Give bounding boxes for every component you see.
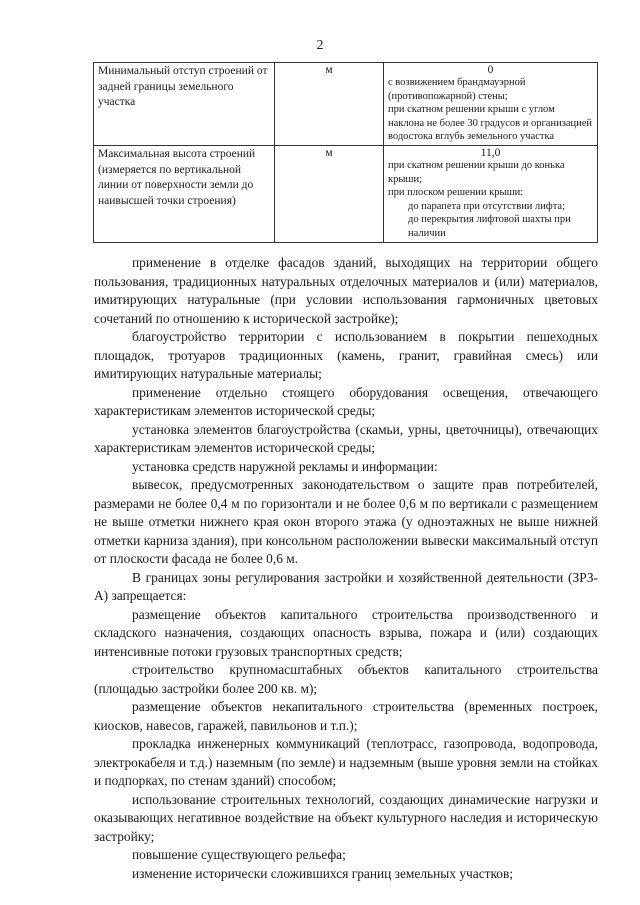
value-number: 0 [487,64,494,76]
parameter-name-cell: Максимальная высота строений (измеряется по вертикальной линии от поверхности земли до наивысшей точки строения) [94,145,275,242]
unit-cell: м [275,145,384,242]
value-subnote: до парапета при отсутствии лифта; [408,200,566,212]
value-number: 11,0 [480,146,501,159]
parameter-name-cell: Минимальный отступ строений от задней границы земельного участка [94,63,275,146]
parameters-table [93,62,598,243]
paragraph: прокладка инженерных коммуникаций (теплотрасс, газопровода, водопровода, электрокабеля и т.д.) наземным (по земле) и надземным (выше уровня земли на стойках и подпорках, по стенам зданий) способом; [94,736,598,788]
paragraph: применение в отделке фасадов зданий, выходящих на территории общего пользования, традиционных натуральных отделочных материалов и (или) материалов, имитирующих натуральные (при условии использования гармоничных цветовых сочетаний по отношению к исторической застройке); [94,255,598,326]
paragraph: изменение исторически сложившихся границ земельных участков; [132,865,514,881]
paragraph: размещение объектов капитального строительства производственного и складского назначения, создающих опасность взрыва, пожара и (или) создающих интенсивные потоки грузовых транспортных средств; [94,606,598,659]
table-row [94,145,598,242]
paragraph: размещение объектов некапитального строительства (временных построек, киосков, навесов, гаражей, павильонов и т.п.); [94,699,598,733]
value-cell [384,145,598,242]
value-note: при скатном решении крыши с углом наклона не более 30 градусов и организацией водостока вглубь земельного участка [388,104,593,143]
value-note: при плоском решении крыши: [388,187,524,199]
paragraph: строительство крупномасштабных объектов капитального строительства (площадью застройки более 200 кв. м); [94,662,598,696]
paragraph: В границах зоны регулирования застройки и хозяйственной деятельности (ЗРЗ-А) запрещается: [94,569,598,603]
paragraph: применение отдельно стоящего оборудования освещения, отвечающего характеристикам элементов исторической среды; [94,384,598,418]
paragraph: вывесок, предусмотренных законодательством о защите прав потребителей, размерами не более 0,4 м по горизонтали и не более 0,6 м по вертикали с размещением не выше отметки нижнего края окон второго этажа (у одноэтажных не выше нижней отметки карниза здания), при консольном расположении вывески максимальный отступ от плоскости фасада не более 0,6 м. [94,477,598,566]
page-number: 2 [316,38,324,53]
paragraph: установка средств наружной рекламы и информации: [132,458,438,474]
value-cell [384,63,598,146]
table-row [94,63,598,146]
document-body [94,254,598,883]
value-note: с возвижением брандмауэрной (противопожарной) стены; [388,77,526,102]
paragraph: использование строительных технологий, создающих динамические нагрузки и оказывающих негативное воздействие на объект культурного наследия и историческую застройку; [94,791,598,844]
unit-cell: м [275,63,384,146]
value-note: при скатном решении крыши до конька крыши; [388,159,565,185]
paragraph: повышение существующего рельефа; [132,847,346,862]
paragraph: установка элементов благоустройства (скамьи, урны, цветочницы), отвечающих характеристикам элементов исторической среды; [94,421,598,455]
paragraph: благоустройство территории с использованием в покрытии пешеходных площадок, тротуаров традиционных (камень, гранит, гравийная смесь) или имитирующих натуральные материалы; [94,329,598,381]
value-subnote: до перекрытия лифтовой шахты при наличии [408,214,571,239]
